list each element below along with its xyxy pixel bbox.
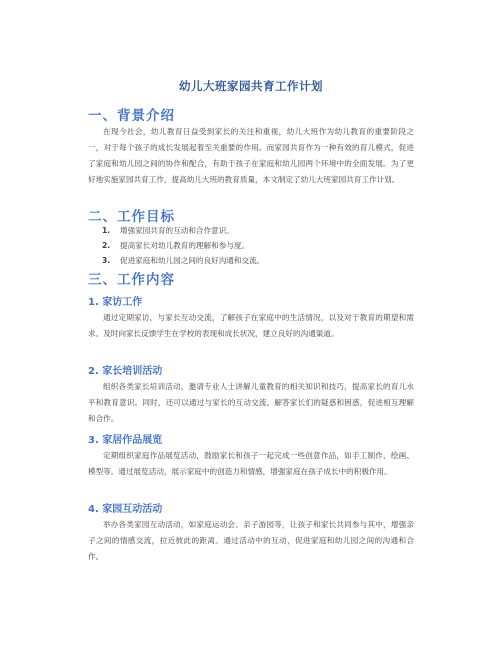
section-heading-background: 一、背景介绍	[88, 108, 175, 124]
subsection-heading-home-visit: 1. 家访工作	[88, 297, 143, 308]
background-paragraph: 在现今社会，幼儿教育日益受到家长的关注和重视，幼儿大班作为幼儿教育的重要阶段之一，对于每个孩子的成长发展起着至关重要的作用。而家园共育作为一种有效的育儿模式，促进了家庭和幼儿园之间的协作和配合，有助于孩子在家庭和幼儿园两个环境中的全面发展。为了更好地实施家园共育工作，提高幼儿大班的教育质量，本文制定了幼儿大班家园共育工作计划。	[88, 127, 414, 184]
subsection-heading-parent-training: 2. 家长培训活动	[88, 366, 163, 377]
list-item	[88, 223, 418, 238]
section-heading-content: 三、工作内容	[88, 272, 175, 288]
list-item	[88, 253, 418, 268]
goals-list	[88, 223, 418, 268]
list-item-text: 提高家长对幼儿教育的理解和参与度。	[120, 241, 250, 250]
list-item	[88, 238, 418, 253]
document-title: 幼儿大班家园共育工作计划	[179, 79, 323, 93]
list-item-text: 增强家园共育的互动和合作意识。	[120, 226, 234, 235]
list-item-text: 促进家庭和幼儿园之间的良好沟通和交流。	[120, 256, 265, 265]
list-number: 3.	[102, 256, 111, 265]
subsection-heading-exhibition: 3. 家居作品展览	[88, 435, 163, 446]
list-number: 1.	[102, 226, 111, 235]
home-visit-paragraph: 通过定期家访，与家长互动交流，了解孩子在家庭中的生活情况，以及对于教育的期望和需求。及时向家长反馈学生在学校的表现和成长状况，建立良好的沟通渠道。	[88, 313, 414, 338]
subsection-heading-interaction: 4. 家园互动活动	[88, 504, 163, 515]
interaction-paragraph: 举办各类家园互动活动，如家庭运动会、亲子游园等，让孩子和家长共同参与其中，增强亲子之间的情感交流，拉近彼此的距离。通过活动中的互动，促进家庭和幼儿园之间的沟通和合作。	[88, 520, 414, 561]
section-heading-goals: 二、工作目标	[88, 209, 175, 225]
parent-training-paragraph: 组织各类家长培训活动，邀请专业人士讲解儿童教育的相关知识和技巧，提高家长的育儿水平和教育意识。同时，还可以通过与家长的互动交流，解答家长们的疑惑和困惑，促进相互理解和合作。	[88, 382, 414, 423]
exhibition-paragraph: 定期组织家庭作品展览活动，鼓励家长和孩子一起完成一些创意作品，如手工制作、绘画、模型等。通过展览活动，展示家庭中的创造力和情感，增强家庭在孩子成长中的积极作用。	[88, 451, 414, 476]
list-number: 2.	[102, 241, 111, 250]
